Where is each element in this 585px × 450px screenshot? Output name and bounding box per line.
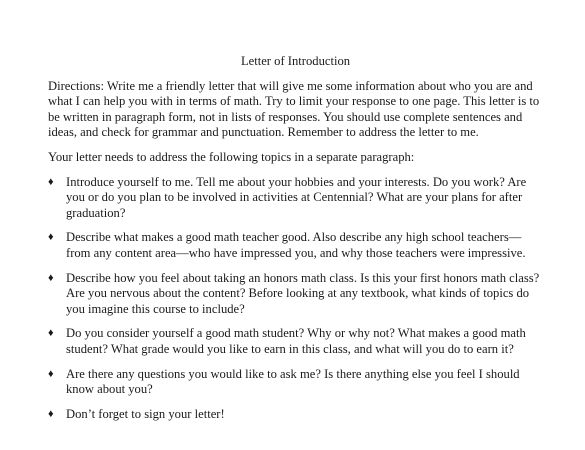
diamond-bullet-icon: ♦ <box>48 231 54 244</box>
directions-paragraph: Directions: Write me a friendly letter that will give me some information about who you are and what I can help you with in terms of math. Try to limit your response to one page. This letter is to be written in paragraph form, not in lists of responses. You should use complete sentences and ideas, and check for grammar and punctuation. Remember to address the letter to me. <box>48 78 540 140</box>
topic-item-introduce <box>48 175 543 222</box>
topic-text: Describe what makes a good math teacher good. Also describe any high school teachers—from any content area—who have impressed you, and why those teachers were impressive. <box>66 230 526 260</box>
topic-text: Introduce yourself to me. Tell me about your hobbies and your interests. Do you work? Are you or do you plan to be involved in activities at Centennial? What are your plans for after graduation? <box>66 174 527 220</box>
topics-list <box>48 175 543 423</box>
topic-text: Do you consider yourself a good math student? Why or why not? What makes a good math student? What grade would you like to earn in this class, and what will you do to earn it? <box>66 326 526 356</box>
topics-intro: Your letter needs to address the following topics in a separate paragraph: <box>48 149 415 164</box>
topic-text: Are there any questions you would like to ask me? Is there anything else you feel I should know about you? <box>66 366 520 397</box>
topic-item-sign-letter <box>48 407 543 423</box>
document-title: Letter of Introduction <box>240 54 351 68</box>
topic-text: Don’t forget to sign your letter! <box>66 406 225 421</box>
diamond-bullet-icon: ♦ <box>48 175 54 188</box>
topic-item-good-teacher <box>48 230 543 261</box>
diamond-bullet-icon: ♦ <box>48 367 54 380</box>
diamond-bullet-icon: ♦ <box>48 271 54 284</box>
diamond-bullet-icon: ♦ <box>48 407 54 420</box>
topic-item-honors-class <box>48 271 543 318</box>
topic-item-math-student <box>48 326 543 357</box>
topic-text: Describe how you feel about taking an honors math class. Is this your first honors math class? Are you nervous about the content? Before looking at any textbook, what kinds of topics do you imagine this course to include? <box>66 270 540 316</box>
topic-item-questions <box>48 367 543 398</box>
diamond-bullet-icon: ♦ <box>48 327 54 340</box>
